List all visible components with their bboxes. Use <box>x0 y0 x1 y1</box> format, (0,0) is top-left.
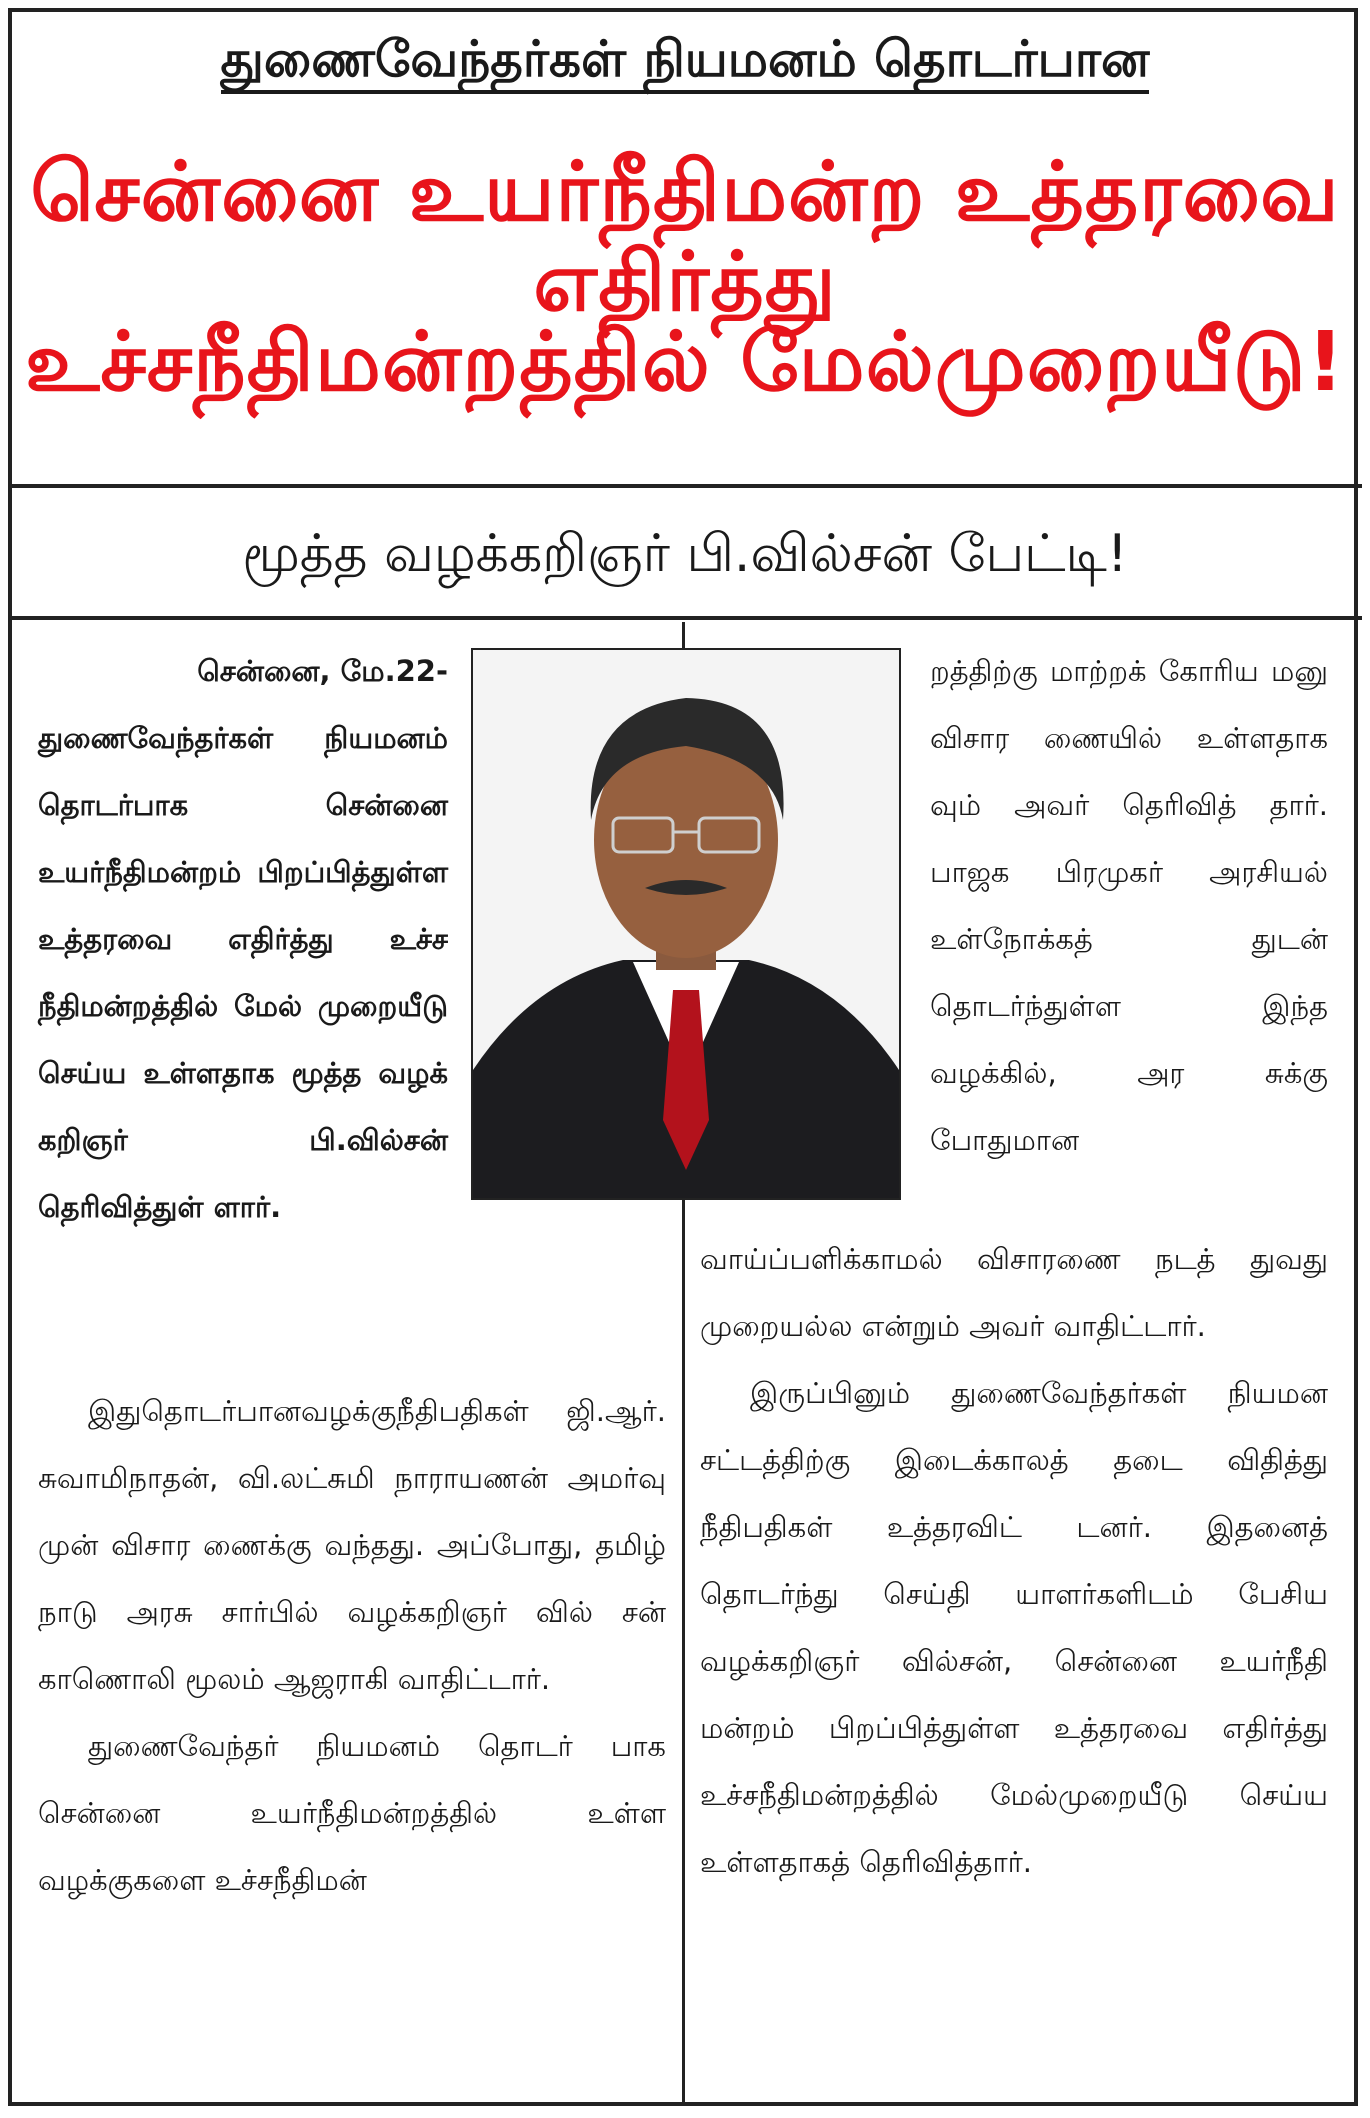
dateline: சென்னை, மே.22- <box>197 654 448 688</box>
lead-paragraph: துணைவேந்தர்கள் நியமனம் தொடர்பாக சென்னை உயர்நீதிமன்றம் பிறப்பித்துள்ள உத்தரவை எதிர்த்து உச்ச நீதிமன்றத்தில் மேல் முறையீடு செய்ய உள்ளதாக மூத்த வழக் கறிஞர் பி.வில்சன் தெரிவித்துள் ளார். <box>38 721 448 1224</box>
portrait-photo <box>471 648 901 1200</box>
subheadline: மூத்த வழக்கறிஞர் பி.வில்சன் பேட்டி! <box>242 524 1128 584</box>
divider-bottom <box>8 616 1362 620</box>
column-2-text: றத்திற்கு மாற்றக் கோரிய மனு விசார ணையில் உள்ளதாக வும் அவர் தெரிவித் தார். பாஜக பிரமுகர் அரசியல் உள்நோக்கத் துடன் தொடர்ந்துள்ள இந்த வழக்கில், அர சுக்கு போதுமான <box>930 654 1328 1157</box>
portrait-image <box>473 650 899 1198</box>
main-headline-line-2: உச்சநீதிமன்றத்தில் மேல்முறையீடு! <box>24 315 1346 410</box>
article-column-2-top <box>930 638 1328 1174</box>
article-column-2 <box>700 1226 1328 1896</box>
article-column-1 <box>38 1378 666 1914</box>
main-headline-line-1: சென்னை உயர்நீதிமன்ற உத்தரவை எதிர்த்து <box>30 145 1340 331</box>
kicker-headline: துணைவேந்தர்கள் நியமனம் தொடர்பான <box>0 30 1370 95</box>
paragraph-2: இதுதொடர்பானவழக்குநீதிபதிகள் ஜி.ஆர். சுவாமிநாதன், வி.லட்சுமி நாராயணன் அமர்வு முன் விசார ணைக்கு வந்தது. அப்போது, தமிழ் நாடு அரசு சார்பில் வழக்கறிஞர் வில் சன் காணொலி மூலம் ஆஜராகி வாதிட்டார். <box>38 1394 666 1696</box>
paragraph-3: துணைவேந்தர் நியமனம் தொடர் பாக சென்னை உயர்நீதிமன்றத்தில் உள்ள வழக்குகளை உச்சநீதிமன் <box>38 1729 666 1897</box>
divider-top <box>8 484 1362 488</box>
column-2-continued: வாய்ப்பளிக்காமல் விசாரணை நடத் துவது முறையல்ல என்றும் அவர் வாதிட்டார். <box>700 1242 1328 1343</box>
article-lead <box>38 638 448 1241</box>
paragraph-4: இருப்பினும் துணைவேந்தர்கள் நியமன சட்டத்திற்கு இடைக்காலத் தடை விதித்து நீதிபதிகள் உத்தரவிட் டனர். இதனைத் தொடர்ந்து செய்தி யாளர்களிடம் பேசிய வழக்கறிஞர் வில்சன், சென்னை உயர்நீதி மன்றம் பிறப்பித்துள்ள உத்தரவை எதிர்த்து உச்சநீதிமன்றத்தில் மேல்முறையீடு செய்ய உள்ளதாகத் தெரிவித்தார். <box>700 1376 1328 1879</box>
